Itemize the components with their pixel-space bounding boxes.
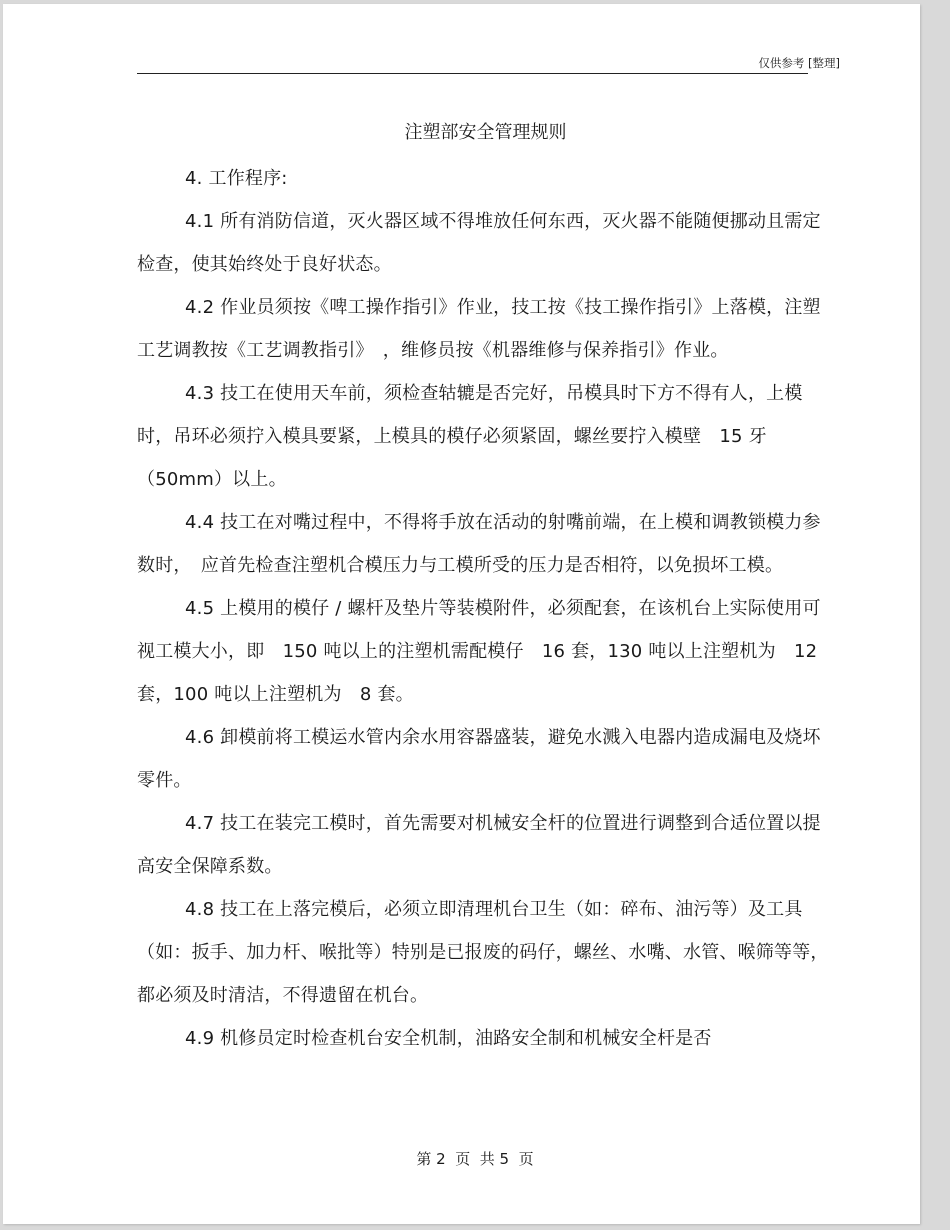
paragraph-4-1: 4.1 所有消防信道，灭火器区域不得堆放任何东西，灭火器不能随便挪动且需定检查，使其始终处于良好状态。 (137, 211, 821, 275)
paragraph-4-6: 4.6 卸模前将工模运水管内余水用容器盛装，避免水溅入电器内造成漏电及烧坏零件。 (137, 727, 821, 791)
paragraph-4-8: 4.8 技工在上落完模后，必须立即清理机台卫生（如：碎布、油污等）及工具（如：扳手、加力杆、喉批等）特别是已报废的码仔，螺丝、水嘴、水管、喉筛等等，都必须及时清洁，不得遗留在机台。 (137, 899, 829, 1006)
paragraph-4-4: 4.4 技工在对嘴过程中，不得将手放在活动的射嘴前端，在上模和调教锁模力参数时， 应首先检查注塑机合模压力与工模所受的压力是否相符，以免损坏工模。 (137, 512, 821, 576)
document-title: 注塑部安全管理规则 (404, 122, 567, 143)
paragraph-4-3: 4.3 技工在使用天车前，须检查轱辘是否完好，吊模具时下方不得有人，上模时，吊环必须拧入模具要紧，上模具的模仔必须紧固，螺丝要拧入模壁 15 牙（50mm）以上。 (137, 383, 803, 490)
document-body (137, 157, 837, 1060)
paragraph-4-9: 4.9 机修员定时检查机台安全机制，油路安全制和机械安全杆是否 (185, 1028, 712, 1049)
paragraph-4-5: 4.5 上模用的模仔 / 螺杆及垫片等装模附件，必须配套，在该机台上实际使用可视工模大小，即 150 吨以上的注塑机需配模仔 16 套，130 吨以上注塑机为 12 套，100 吨以上注塑机为 8 套。 (137, 598, 821, 705)
page-number-footer: 第 2 页 共 5 页 (416, 1150, 534, 1168)
paragraph-4-2: 4.2 作业员须按《啤工操作指引》作业，技工按《技工操作指引》上落模，注塑工艺调教按《工艺调教指引》 ，维修员按《机器维修与保养指引》作业。 (137, 297, 821, 361)
paragraph-4-7: 4.7 技工在装完工模时，首先需要对机械安全杆的位置进行调整到合适位置以提高安全保障系数。 (137, 813, 821, 877)
section-heading: 4. 工作程序: (185, 168, 288, 189)
header-note: 仅供参考 [整理] (758, 56, 840, 70)
header-divider (137, 73, 808, 74)
